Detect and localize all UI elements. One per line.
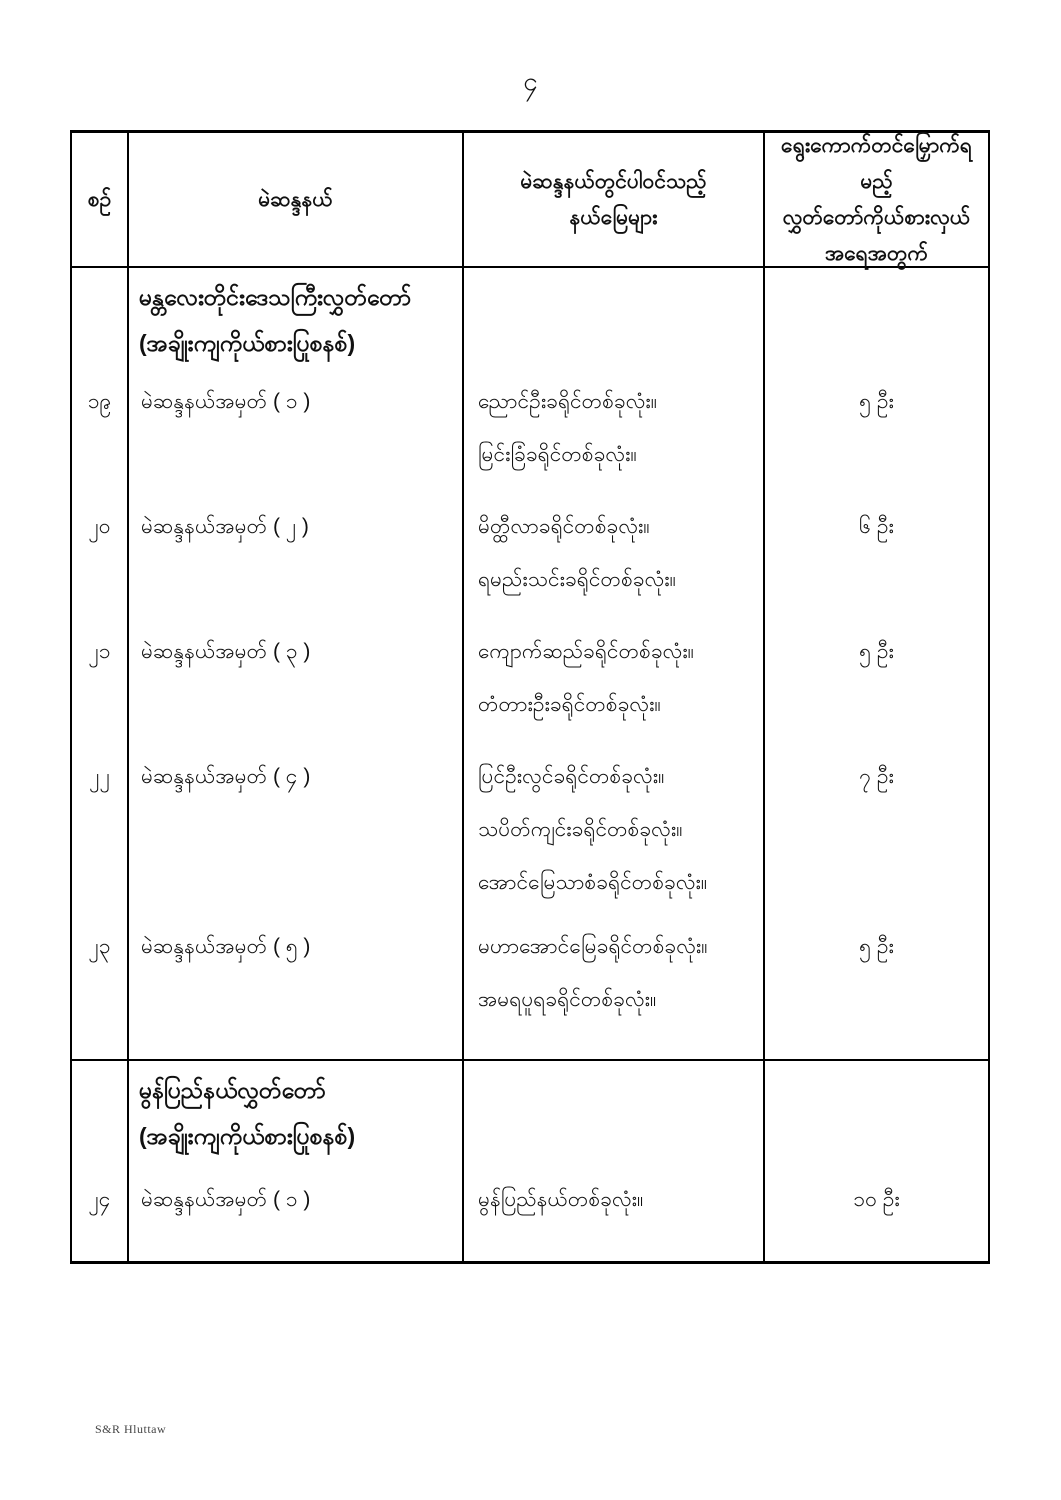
row-serial: ၂၄ (72, 1174, 129, 1261)
section-title-line: (အချိုးကျကိုယ်စားပြုစနစ်) (139, 1123, 356, 1149)
section-title-row (72, 268, 988, 376)
area-line: ညောင်ဦးခရိုင်တစ်ခုလုံး။ (478, 390, 658, 413)
row-count: ၁၀ ဦး (853, 1188, 900, 1211)
page-number: ၄ (523, 66, 538, 96)
header-label-line: မဲဆန္ဒနယ်တွင်ပါဝင်သည့် (520, 169, 707, 193)
table-row (72, 376, 988, 501)
area-line: ရမည်းသင်းခရိုင်တစ်ခုလုံး။ (478, 568, 676, 591)
row-constituency: မဲဆန္ဒနယ်အမှတ် ( ၄ ) (129, 751, 464, 921)
header-cell-serial (72, 133, 129, 266)
area-line: မဟာအောင်မြေခရိုင်တစ်ခုလုံး။ (478, 935, 708, 958)
empty-cell (765, 268, 988, 376)
row-count: ၅ ဦး (859, 390, 894, 413)
row-areas (464, 501, 765, 626)
row-constituency: မဲဆန္ဒနယ်အမှတ် ( ၁ ) (129, 376, 464, 501)
section-title-row (72, 1059, 988, 1174)
area-line: မြင်းခြံခရိုင်တစ်ခုလုံး။ (478, 443, 637, 466)
constituency-table (70, 130, 990, 1264)
header-cell-constituency (129, 133, 464, 266)
row-count: ၅ ဦး (859, 935, 894, 958)
section-title (129, 268, 464, 376)
table-header-row (72, 133, 988, 268)
footer-note: S&R Hluttaw (95, 1422, 167, 1436)
area-line: မွန်ပြည်နယ်တစ်ခုလုံး။ (478, 1188, 644, 1211)
row-count: ၆ ဦး (859, 515, 894, 538)
row-serial: ၁၉ (72, 376, 129, 501)
header-cell-areas (464, 133, 765, 266)
table-row (72, 626, 988, 751)
section-title-line: မွန်ပြည်နယ်လွှတ်တော် (139, 1077, 326, 1103)
header-label-line: အရေအတွက် (824, 241, 928, 265)
empty-cell (72, 1061, 129, 1174)
area-line: သပိတ်ကျင်းခရိုင်တစ်ခုလုံး။ (478, 818, 683, 841)
area-line: ကျောက်ဆည်ခရိုင်တစ်ခုလုံး။ (478, 640, 695, 663)
header-cell-representatives (765, 133, 988, 266)
table-row (72, 501, 988, 626)
section-title-line: မန္တလေးတိုင်းဒေသကြီးလွှတ်တော် (139, 284, 412, 310)
area-line: တံတားဦးခရိုင်တစ်ခုလုံး။ (478, 693, 661, 716)
section-title (129, 1061, 464, 1174)
row-serial: ၂၀ (72, 501, 129, 626)
table-row (72, 1174, 988, 1261)
row-count: ၇ ဦး (859, 765, 894, 788)
row-areas (464, 1174, 765, 1261)
empty-cell (72, 268, 129, 376)
row-constituency: မဲဆန္ဒနယ်အမှတ် ( ၁ ) (129, 1174, 464, 1261)
area-line: အောင်မြေသာစံခရိုင်တစ်ခုလုံး။ (478, 871, 708, 894)
row-constituency: မဲဆန္ဒနယ်အမှတ် ( ၃ ) (129, 626, 464, 751)
empty-cell (464, 1061, 765, 1174)
header-label-line: ရွေးကောက်တင်မြှောက်ရမည့် (780, 133, 972, 193)
row-constituency: မဲဆန္ဒနယ်အမှတ် ( ၂ ) (129, 501, 464, 626)
table-row (72, 921, 988, 1059)
row-serial: ၂၃ (72, 921, 129, 1059)
row-serial: ၂၂ (72, 751, 129, 921)
area-line: မိတ္ထီလာခရိုင်တစ်ခုလုံး။ (478, 515, 650, 538)
header-label: စဉ် (87, 187, 112, 211)
area-line: အမရပူရခရိုင်တစ်ခုလုံး။ (478, 988, 657, 1011)
row-areas (464, 751, 765, 921)
row-serial: ၂၁ (72, 626, 129, 751)
empty-cell (765, 1061, 988, 1174)
header-label: မဲဆန္ဒနယ် (258, 187, 333, 211)
empty-cell (464, 268, 765, 376)
row-count: ၅ ဦး (859, 640, 894, 663)
header-label-line: လွှတ်တော်ကိုယ်စားလှယ် (782, 205, 971, 229)
row-areas (464, 626, 765, 751)
section-title-line: (အချိုးကျကိုယ်စားပြုစနစ်) (139, 330, 356, 356)
header-label-line: နယ်မြေများ (569, 205, 658, 229)
row-areas (464, 376, 765, 501)
table-row (72, 751, 988, 921)
area-line: ပြင်ဦးလွင်ခရိုင်တစ်ခုလုံး။ (478, 765, 665, 788)
row-constituency: မဲဆန္ဒနယ်အမှတ် ( ၅ ) (129, 921, 464, 1059)
row-areas (464, 921, 765, 1059)
